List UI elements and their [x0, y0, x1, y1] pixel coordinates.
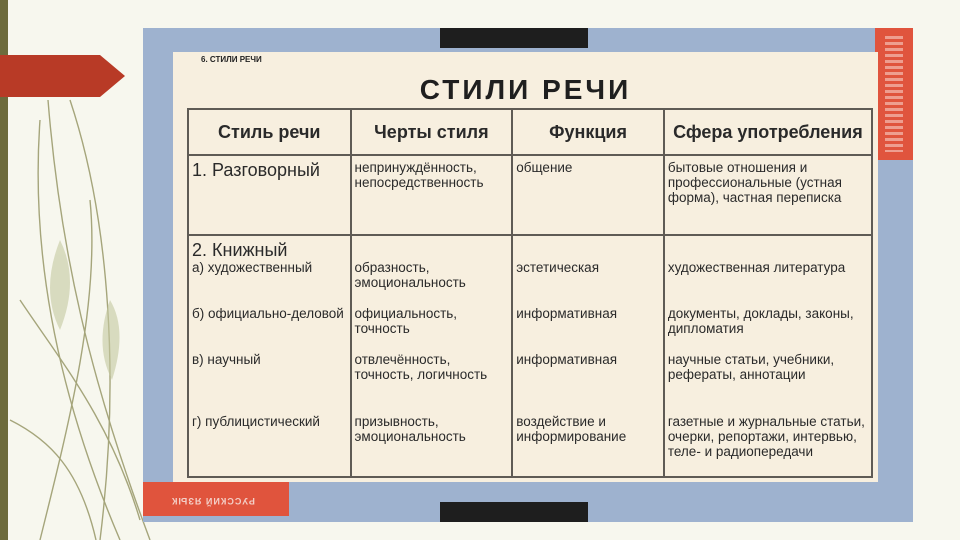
style-name: г) публицистический	[192, 414, 320, 429]
style-name: в) научный	[192, 352, 261, 367]
style-category: 2. Книжный	[192, 240, 288, 260]
page-title: СТИЛИ РЕЧИ	[419, 74, 632, 105]
function-text: воздействие и информирование	[516, 414, 627, 444]
cell-function	[512, 155, 664, 235]
function-text: общение	[516, 160, 573, 175]
cell-features	[351, 155, 513, 235]
red-arrow-icon	[0, 55, 125, 97]
style-name: а) художественный	[192, 260, 313, 275]
style-name: б) официально-деловой	[192, 306, 344, 321]
poster-top-tab	[440, 28, 588, 48]
cell-sphere	[664, 235, 872, 477]
sphere-text: художественная литература	[667, 260, 846, 275]
table-header-row	[188, 109, 872, 155]
cell-features	[351, 235, 513, 477]
style-name: 1. Разговорный	[192, 160, 320, 180]
features-text: отвлечённость, точность, логичность	[354, 352, 488, 382]
table-row	[188, 155, 872, 235]
function-text: информативная	[516, 352, 618, 367]
features-text: призывность, эмоциональность	[354, 414, 466, 444]
header-sphere: Сфера употребления	[664, 109, 872, 155]
cell-sphere	[664, 155, 872, 235]
poster-label: 6. СТИЛИ РЕЧИ	[201, 55, 262, 64]
function-text: информативная	[516, 306, 618, 321]
sphere-text: документы, доклады, законы, дипломатия	[667, 306, 854, 336]
function-text: эстетическая	[516, 260, 600, 275]
features-text: образность, эмоциональность	[354, 260, 466, 290]
sphere-text: бытовые отношения и профессиональные (устная форма), частная переписка	[667, 160, 842, 205]
poster-image	[143, 28, 913, 522]
features-text: непринуждённость, непосредственность	[354, 160, 484, 190]
poster-corner-label	[143, 482, 289, 516]
speech-styles-table	[187, 108, 873, 478]
poster-paper	[173, 52, 878, 482]
header-style: Стиль речи	[188, 109, 351, 155]
sphere-text: газетные и журнальные статьи, очерки, репортажи, интервью, теле- и радиопередачи	[667, 414, 865, 459]
header-features: Черты стиля	[351, 109, 513, 155]
header-function: Функция	[512, 109, 664, 155]
features-text: официальность, точность	[354, 306, 458, 336]
poster-bottom-tab	[440, 502, 588, 522]
cell-style	[188, 155, 351, 235]
cell-style	[188, 235, 351, 477]
poster-corner-line2: РУССКИЙ ЯЗЫК	[171, 496, 255, 506]
cell-function	[512, 235, 664, 477]
poster-side-stripe	[875, 28, 913, 160]
sphere-text: научные статьи, учебники, рефераты, аннотации	[667, 352, 835, 382]
table-row	[188, 235, 872, 477]
